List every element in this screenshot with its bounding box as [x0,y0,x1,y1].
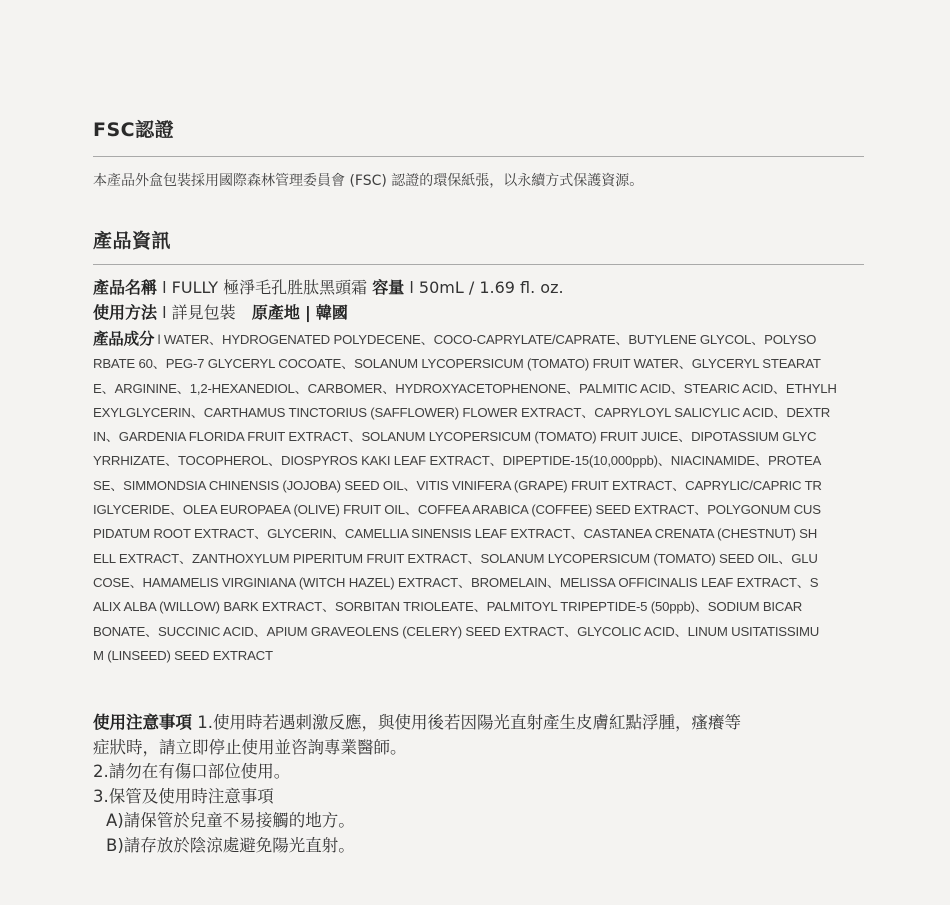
ingredients-line: PIDATUM ROOT EXTRACT、GLYCERIN、CAMELLIA SINENSIS LEAF EXTRACT、CASTANEA CRENATA (CHESTNUT) SH [93,526,818,542]
volume-value: 50mL / 1.69 fl. oz. [418,278,564,297]
precaution-line: 症狀時，請立即停止使用並咨詢專業醫師。 [93,737,407,757]
ingredients-line: IN、GARDENIA FLORIDA FRUIT EXTRACT、SOLANUM LYCOPERSICUM (TOMATO) FRUIT JUICE、DIPOTASSIUM GLYC [93,429,817,445]
volume-label: 容量 [372,278,405,297]
usage-value: 詳見包裝 [171,303,236,322]
ingredients-line [93,328,864,352]
separator: l [162,303,167,322]
separator: l [162,278,167,297]
ingredients-line: ALIX ALBA (WILLOW) BARK EXTRACT、SORBITAN TRIOLEATE、PALMITOYL TRIPEPTIDE-5 (50ppb)、SODIUM BICAR [93,599,803,615]
fsc-section [93,118,864,189]
usage-label: 使用方法 [93,303,158,322]
usage-line [93,302,864,324]
ingredients-block [93,328,864,668]
fsc-divider [93,156,864,157]
product-info-heading: 產品資訊 [93,230,172,252]
ingredients-line: IGLYCERIDE、OLEA EUROPAEA (OLIVE) FRUIT OIL、COFFEA ARABICA (COFFEE) SEED EXTRACT、POLYGONUM CUS [93,502,821,518]
ingredients-line: COSE、HAMAMELIS VIRGINIANA (WITCH HAZEL) EXTRACT、BROMELAIN、MELISSA OFFICINALIS LEAF EXTRACT、S [93,574,819,590]
product-info-divider [93,264,864,265]
ingredients-line: BONATE、SUCCINIC ACID、APIUM GRAVEOLENS (CELERY) SEED EXTRACT、GLYCOLIC ACID、LINUM USITATISSIMU [93,623,820,639]
separator: l [157,332,161,347]
ingredients-line: M (LINSEED) SEED EXTRACT [93,647,273,663]
precautions-label: 使用注意事項 [93,713,192,732]
origin-divider: | [304,303,311,322]
product-info-section [93,229,864,253]
ingredients-line: ELL EXTRACT、ZANTHOXYLUM PIPERITUM FRUIT EXTRACT、SOLANUM LYCOPERSICUM (TOMATO) SEED OIL、GLU [93,550,818,566]
separator: l [409,278,414,297]
precaution-text: 1.使用時若遇刺激反應，與使用後若因陽光直射產生皮膚紅點浮腫，瘙癢等 [197,713,741,732]
ingredients-label: 產品成分 [93,331,155,348]
fsc-heading: FSC認證 [93,119,175,141]
ingredients-line: E、ARGININE、1,2-HEXANEDIOL、CARBOMER、HYDROXYACETOPHENONE、PALMITIC ACID、STEARIC ACID、ETHYLH [93,380,837,396]
precautions-block [93,711,864,858]
origin-label: 原產地 [251,303,300,322]
precaution-line: B)請存放於陰涼處避免陽光直射。 [106,835,355,855]
ingredient-text: WATER、HYDROGENATED POLYDECENE、COCO-CAPRYLATE/CAPRATE、BUTYLENE GLYCOL、POLYSO [163,332,817,347]
precaution-line: A)請保管於兒童不易接觸的地方。 [106,811,355,830]
origin-value: 韓國 [315,303,348,322]
precaution-line: 2.請勿在有傷口部位使用。 [93,762,291,781]
ingredients-line: SE、SIMMONDSIA CHINENSIS (JOJOBA) SEED OIL、VITIS VINIFERA (GRAPE) FRUIT EXTRACT、CAPRYLIC/CAPRIC TR [93,477,822,493]
fsc-body: 本產品外盒包裝採用國際森林管理委員會 (FSC) 認證的環保紙張，以永續方式保護資源。 [93,173,644,189]
product-name-label: 產品名稱 [93,278,158,297]
ingredients-line: EXYLGLYCERIN、CARTHAMUS TINCTORIUS (SAFFLOWER) FLOWER EXTRACT、CAPRYLOYL SALICYLIC ACID、DEXTR [93,404,831,420]
product-name-line [93,277,864,299]
precaution-line: 3.保管及使用時注意事項 [93,786,274,806]
ingredients-line: RBATE 60、PEG-7 GLYCERYL COCOATE、SOLANUM LYCOPERSICUM (TOMATO) FRUIT WATER、GLYCERYL STEARAT [93,356,821,372]
ingredients-line: YRRHIZATE、TOCOPHEROL、DIOSPYROS KAKI LEAF EXTRACT、DIPEPTIDE-15(10,000ppb)、NIACINAMIDE、PROTEA [93,453,822,469]
precaution-line [93,711,864,736]
product-name-value: FULLY 極淨毛孔胜肽黑頭霜 [171,278,368,297]
